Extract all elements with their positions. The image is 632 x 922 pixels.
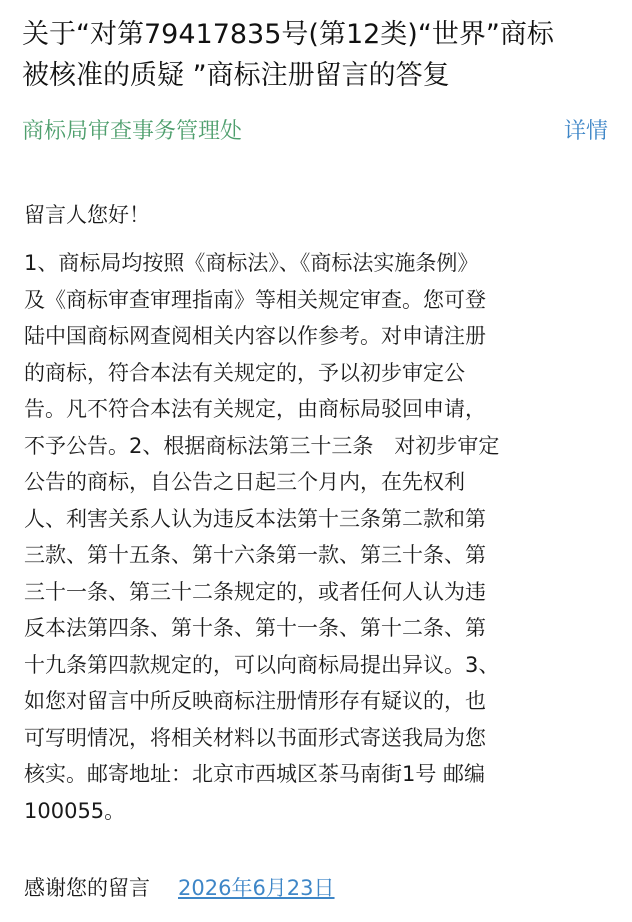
page-title bbox=[22, 14, 618, 96]
reply-line: 的商标，符合本法有关规定的，予以初步审定公 bbox=[24, 360, 465, 385]
detail-link[interactable]: 详情 bbox=[563, 119, 608, 144]
reply-line: 100055。 bbox=[24, 798, 126, 823]
source-department: 商标局审查事务管理处 bbox=[22, 119, 243, 144]
reply-line: 公告的商标，自公告之日起三个月内，在先权利 bbox=[24, 470, 465, 494]
reply-line: 陆中国商标网查阅相关内容以作参考。对申请注册 bbox=[24, 324, 486, 348]
reply-line: 十九条第四款规定的，可以向商标局提出异议。3、 bbox=[24, 652, 500, 677]
reply-line: 不予公告。2、根据商标法第三十三条 对初步审定 bbox=[24, 433, 500, 458]
reply-line: 三十一条、第三十二条规定的，或者任何人认为违 bbox=[24, 579, 486, 604]
reply-line: 可写明情况，将相关材料以书面形式寄送我局为您 bbox=[24, 725, 486, 750]
reply-date-link[interactable]: 2026年6月23日 bbox=[178, 876, 335, 900]
reply-line: 反本法第四条、第十条、第十一条、第十二条、第 bbox=[24, 616, 486, 640]
title-line-2: 被核准的质疑 ”商标注册留言的答复 bbox=[22, 60, 450, 91]
reply-footer bbox=[24, 868, 614, 908]
reply-body bbox=[24, 245, 614, 829]
closing-text: 感谢您的留言 bbox=[24, 876, 150, 900]
greeting: 留言人您好！ bbox=[24, 203, 150, 227]
reply-line: 及《商标审查审理指南》等相关规定审查。您可登 bbox=[24, 287, 486, 312]
reply-line: 1、商标局均按照《商标法》、《商标法实施条例》 bbox=[24, 251, 479, 275]
source-row bbox=[22, 112, 612, 152]
reply-line: 核实。邮寄地址：北京市西城区茶马南街1号 邮编 bbox=[24, 762, 486, 786]
reply-line: 人、利害关系人认为违反本法第十三条第二款和第 bbox=[24, 506, 486, 531]
reply-line: 三款、第十五条、第十六条第一款、第三十条、第 bbox=[24, 543, 486, 567]
reply-line: 告。凡不符合本法有关规定，由商标局驳回申请， bbox=[24, 397, 486, 421]
title-line-1: 关于“对第79417835号(第12类)“世界”商标 bbox=[22, 19, 554, 50]
reply-line: 如您对留言中所反映商标注册情形存有疑议的，也 bbox=[24, 689, 486, 713]
